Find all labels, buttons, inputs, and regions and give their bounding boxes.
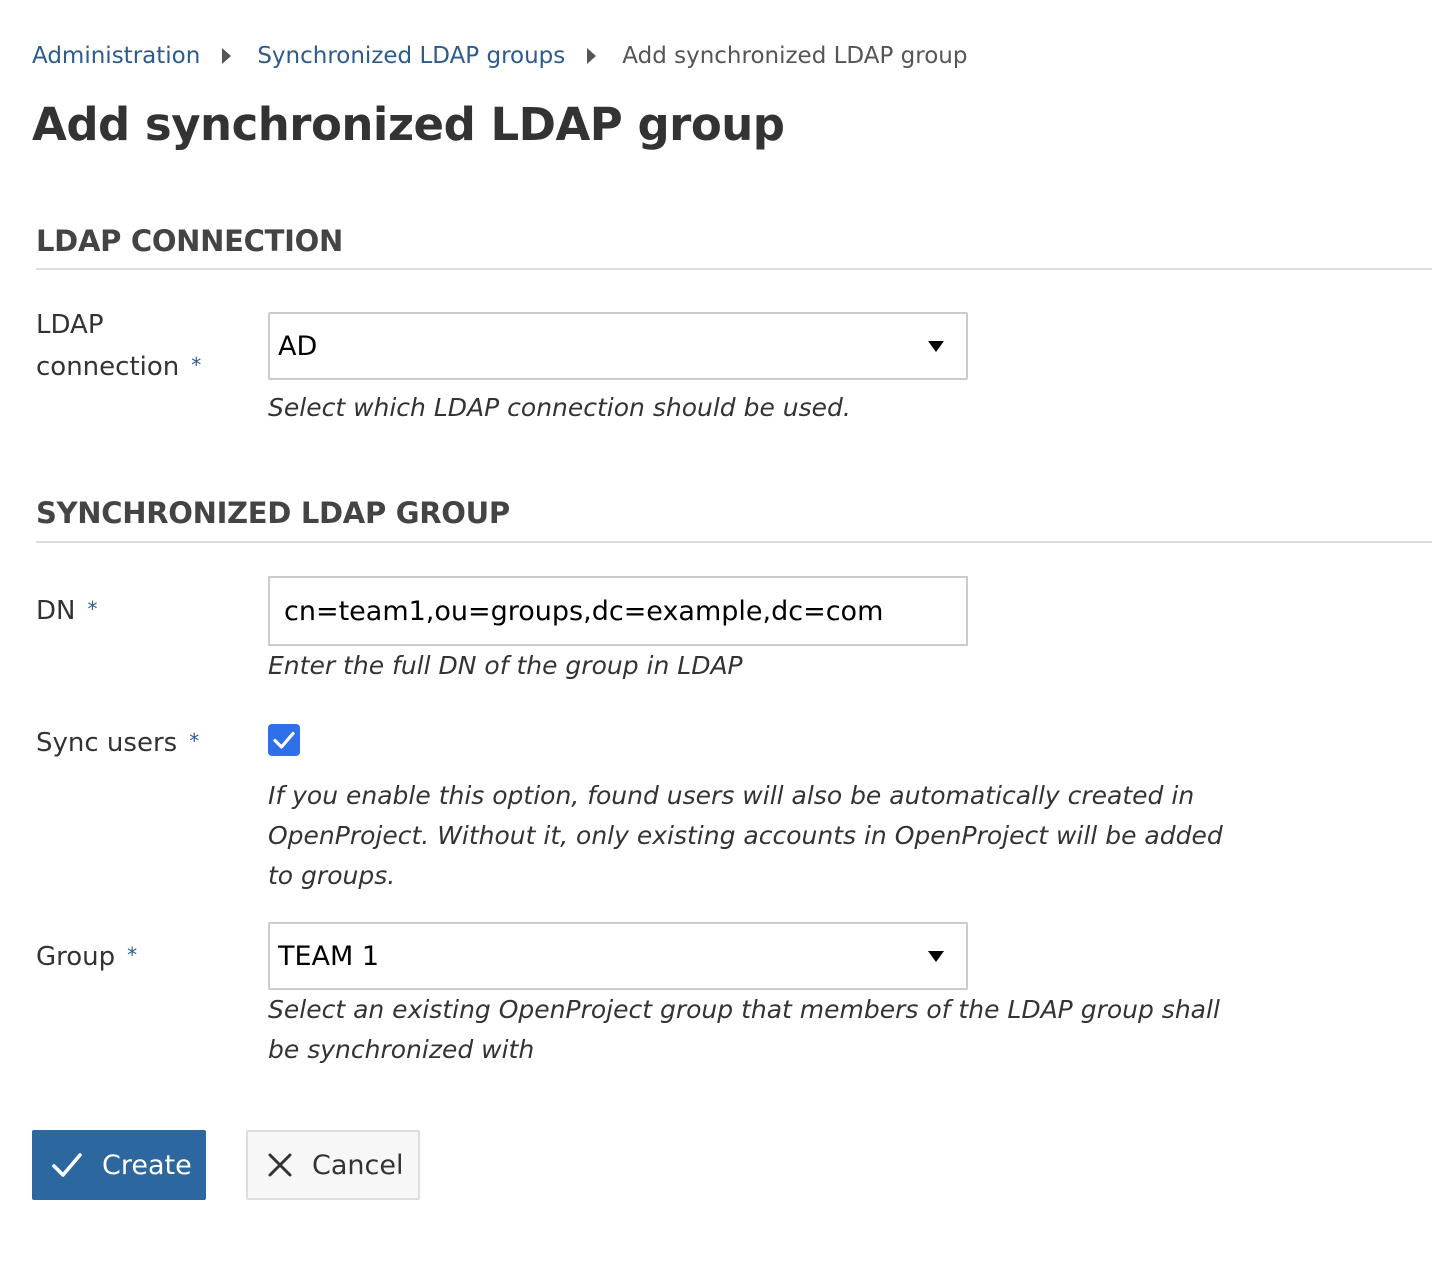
group-help: Select an existing OpenProject group that members of the LDAP group shall be synchronized with — [268, 995, 1220, 1064]
cancel-button-label: Cancel — [312, 1149, 404, 1181]
group-selected-value: TEAM 1 — [278, 940, 380, 972]
breadcrumb-separator-icon — [587, 48, 596, 64]
section-title-synchronized-ldap-group: SYNCHRONIZED LDAP GROUP — [36, 496, 510, 530]
sync-users-help: If you enable this option, found users will also be automatically created in OpenProject. Without it, only existing accounts in OpenProject will be added to groups. — [268, 781, 1223, 890]
cancel-button[interactable] — [246, 1130, 420, 1200]
breadcrumb-separator-icon — [222, 48, 231, 64]
breadcrumb-ldap-groups-link[interactable]: Synchronized LDAP groups — [257, 43, 566, 69]
dn-help: Enter the full DN of the group in LDAP — [268, 651, 743, 680]
breadcrumb-administration-link[interactable]: Administration — [32, 43, 201, 69]
create-button[interactable] — [32, 1130, 206, 1200]
group-select[interactable] — [268, 922, 968, 990]
create-button-label: Create — [102, 1149, 192, 1181]
dn-label — [36, 590, 97, 632]
dn-label-text: DN — [36, 596, 76, 626]
ldap-connection-help: Select which LDAP connection should be used. — [268, 393, 851, 422]
required-indicator: * — [127, 943, 138, 967]
section-divider — [36, 268, 1432, 270]
ldap-connection-label-line1: LDAP — [36, 310, 104, 340]
close-icon — [268, 1153, 292, 1177]
caret-down-icon — [928, 341, 944, 352]
dn-input-value: cn=team1,ou=groups,dc=example,dc=com — [284, 595, 884, 627]
breadcrumb-current: Add synchronized LDAP group — [622, 43, 968, 69]
page-title: Add synchronized LDAP group — [32, 98, 785, 151]
ldap-connection-selected-value: AD — [278, 330, 318, 362]
checkmark-icon — [52, 1152, 82, 1178]
section-title-ldap-connection: LDAP CONNECTION — [36, 224, 343, 258]
required-indicator: * — [191, 353, 202, 377]
sync-users-checkbox[interactable] — [268, 724, 300, 756]
caret-down-icon — [928, 951, 944, 962]
group-label-text: Group — [36, 942, 116, 972]
ldap-connection-label-line2: connection — [36, 352, 180, 382]
required-indicator: * — [87, 597, 98, 621]
ldap-connection-select[interactable] — [268, 312, 968, 380]
breadcrumb — [32, 38, 967, 74]
group-label — [36, 936, 137, 978]
checkmark-icon — [272, 728, 296, 752]
section-divider — [36, 541, 1432, 543]
sync-users-label-text: Sync users — [36, 728, 178, 758]
ldap-connection-label — [36, 304, 201, 388]
dn-input[interactable] — [268, 576, 968, 646]
sync-users-label — [36, 722, 199, 764]
required-indicator: * — [189, 729, 200, 753]
